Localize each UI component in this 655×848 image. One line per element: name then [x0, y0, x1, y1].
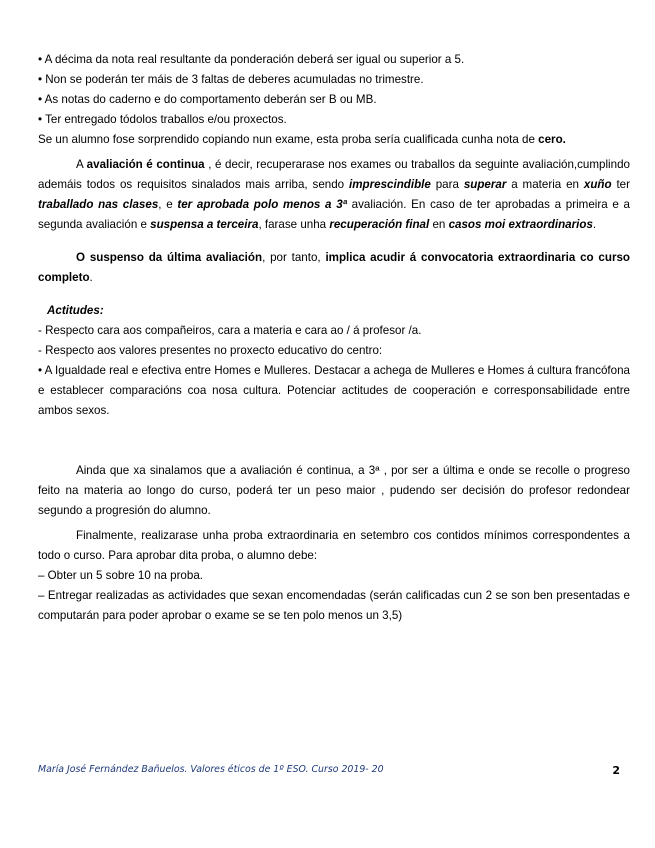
criteria-item: • A décima da nota real resultante da ponderación deberá ser igual ou superior a 5.	[38, 53, 465, 66]
page-number: 2	[612, 764, 620, 777]
page-footer	[38, 764, 620, 775]
criteria-item: • Ter entregado tódolos traballos e/ou proxectos.	[38, 113, 287, 126]
criteria-item: • Non se poderán ter máis de 3 faltas de deberes acumuladas no trimestre.	[38, 73, 424, 86]
copying-rule: Se un alumno fose sorprendido copiando nun exame, esta proba sería cualificada cunha nota de cero.	[38, 133, 566, 146]
attitude-item: - Respecto aos valores presentes no proxecto educativo do centro:	[38, 344, 383, 357]
attitude-item: - Respecto cara aos compañeiros, cara a materia e cara ao / á profesor /a.	[38, 324, 422, 337]
attitudes-heading: Actitudes:	[47, 304, 104, 317]
final-exam-paragraph: Finalmente, realizarase unha proba extraordinaria en setembro cos contidos mínimos correspondentes a todo o curso. Para aprobar dita proba, o alumno debe:	[38, 529, 630, 562]
criteria-item: • As notas do caderno e do comportamento deberán ser B ou MB.	[38, 93, 377, 106]
progress-paragraph: Ainda que xa sinalamos que a avaliación é continua, a 3ª , por ser a última e onde se recolle o progreso feito na materia ao longo do curso, poderá ter un peso maior , pudendo ser decisión do profesor redondear segundo a progresión do alumno.	[38, 464, 630, 517]
final-item: – Obter un 5 sobre 10 na proba.	[38, 569, 204, 582]
document-body	[38, 50, 630, 626]
continuous-assessment-paragraph: A avaliación é continua , é decir, recuperarase nos exames ou traballos da seguinte avaliación,cumplindo ademáis todos os requisitos sinalados mais arriba, sendo imprescindible para superar a materia en xuño ter traballado nas clases, e ter aprobada polo menos a 3ª avaliación. En caso de ter aprobadas a primeira e a segunda avaliación e suspensa a terceira, farase unha recuperación final en casos moi extraordinarios.	[38, 158, 630, 231]
footer-author: María José Fernández Bañuelos. Valores éticos de 1º ESO. Curso 2019- 20	[38, 764, 384, 775]
attitude-item: • A Igualdade real e efectiva entre Homes e Mulleres. Destacar a achega de Mulleres e Homes á cultura francófona e establecer comparacións coa nosa cultura. Potenciar actitudes de cooperación e corresponsabilidade entre ambos sexos.	[38, 364, 630, 417]
failure-paragraph: O suspenso da última avaliación, por tanto, implica acudir á convocatoria extraordinaria co curso completo.	[38, 251, 630, 284]
final-item: – Entregar realizadas as actividades que sexan encomendadas (serán calificadas cun 2 se son ben presentadas e computarán para poder aprobar o exame se se ten polo menos un 3,5)	[38, 589, 630, 622]
